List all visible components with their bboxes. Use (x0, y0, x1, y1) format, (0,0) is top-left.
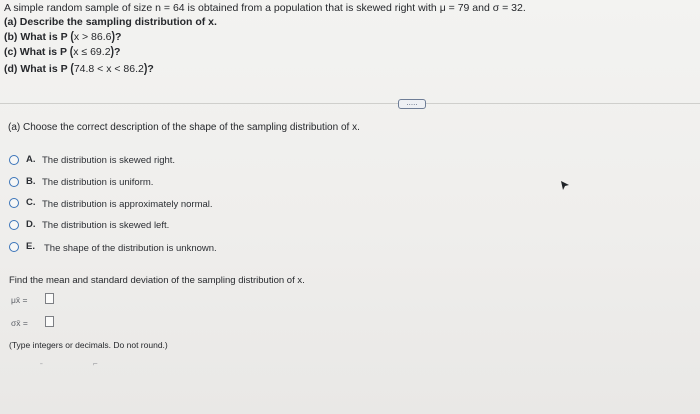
mouse-cursor-icon (560, 180, 570, 192)
radio-option-b[interactable] (9, 177, 19, 187)
question-part-c-expression: x ≤ 69.2 (73, 46, 111, 58)
option-e-letter: E. (26, 241, 35, 252)
sigma-xbar-input[interactable] (45, 316, 54, 327)
mu-xbar-label: μx̄ = (11, 295, 28, 305)
question-part-d-label: (d) What is P (4, 63, 68, 75)
radio-option-e[interactable] (9, 242, 19, 252)
mu-xbar-input[interactable] (45, 293, 54, 304)
question-part-a-label: (a) Describe the sampling distribution of x. (4, 16, 217, 28)
question-part-d-expression: 74.8 < x < 86.2 (73, 63, 144, 75)
answer-hint: (Type integers or decimals. Do not round.) (9, 340, 168, 350)
question-part-b: (b) What is P (x > 86.6)? (4, 29, 122, 45)
expand-button[interactable]: ..... (398, 99, 426, 109)
question-part-b-expression: x > 86.6 (73, 31, 112, 43)
option-b-text: The distribution is uniform. (42, 177, 154, 188)
option-a-text: The distribution is skewed right. (42, 155, 176, 166)
faint-bracket-mark: ⌐ (93, 359, 98, 368)
mean-sd-prompt: Find the mean and standard deviation of the sampling distribution of x. (9, 275, 305, 286)
option-d-letter: D. (26, 219, 36, 230)
question-part-d: (d) What is P (74.8 < x < 86.2)? (4, 61, 154, 77)
radio-option-a[interactable] (9, 155, 19, 165)
option-b-letter: B. (26, 176, 36, 187)
option-c-letter: C. (26, 197, 36, 208)
radio-option-c[interactable] (9, 198, 19, 208)
sigma-xbar-label: σx̄ = (11, 318, 28, 328)
radio-option-d[interactable] (9, 220, 19, 230)
option-a-letter: A. (26, 154, 36, 165)
option-e-text: The shape of the distribution is unknown. (44, 243, 217, 254)
question-part-c: (c) What is P (x ≤ 69.2)? (4, 44, 121, 60)
part-a-heading: (a) Choose the correct description of the shape of the sampling distribution of x. (8, 122, 360, 133)
faint-dash-mark: ˗ (40, 358, 43, 367)
question-part-b-label: (b) What is P (4, 31, 68, 43)
question-part-c-label: (c) What is P (4, 46, 67, 58)
section-divider (0, 103, 700, 104)
option-c-text: The distribution is approximately normal. (42, 199, 213, 210)
question-intro: A simple random sample of size n = 64 is obtained from a population that is skewed right with μ = 79 and σ = 32. (4, 2, 526, 14)
option-d-text: The distribution is skewed left. (42, 220, 170, 231)
